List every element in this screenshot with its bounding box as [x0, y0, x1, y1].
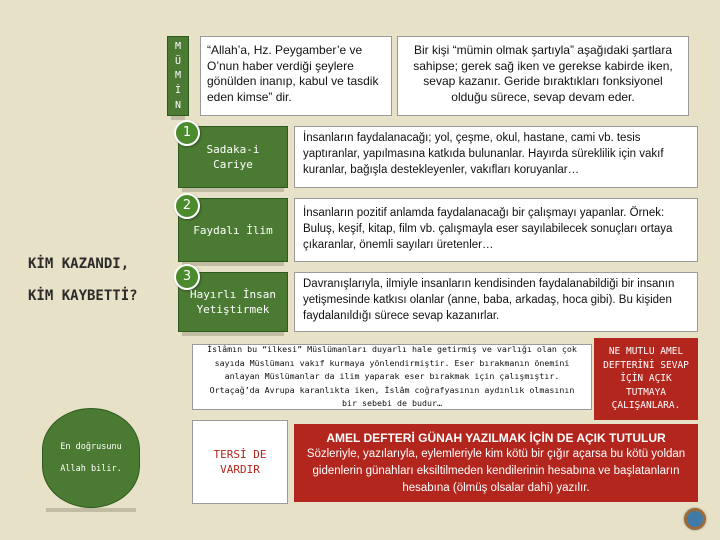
notebook-callout — [594, 338, 698, 420]
mumin-letter: İ — [174, 85, 182, 97]
item-1-number-badge: 1 — [174, 120, 200, 146]
item-3-description: Davranışlarıyla, ilmiyle insanların kendisinden faydalanabildiği bir insanın yetişmesinde katkısı olanlar (anne, baba, arkadaş, hoca gibi). Bu kişiden faydalanıldığı sürece sevap kazanırlar. — [294, 272, 698, 332]
mumin-letter: M — [174, 40, 182, 52]
reverse-box — [294, 424, 698, 502]
mumin-title-box — [167, 36, 189, 116]
reward-conditions: Bir kişi “mümin olmak şartıyla” aşağıdaki şartlara sahipse; gerek sağ iken ve gerekse kabirde iken, sevap kazanır. Geride bıraktıkları fonksiyonel olduğu sürece, sevap devam eder. — [397, 36, 689, 116]
history-note-text: İslâmın bu “ilkesi” Müslümanları duyarlı hale getirmiş ve varlığı olan çok sayıda Müslümanı vakıf kurmaya yönlendirmiştir. Eser bırakmanın önemini anlayan Müslümanlar da ilim yaparak eser bırakmak için çalışmıştır. Ortaçağ’da Avrupa karanlıkta iken, İslâm coğrafyasının aydınlık olmasının bir sebebi de budur… — [207, 344, 577, 409]
emblem-icon — [684, 508, 706, 530]
history-note — [192, 344, 592, 410]
closing-note-box — [42, 408, 140, 508]
item-3-title: Hayırlı İnsan Yetiştirmek — [189, 288, 277, 316]
mumin-letter: Ü — [174, 55, 182, 67]
mumin-letter: N — [174, 100, 182, 112]
side-title — [28, 248, 168, 312]
reverse-label: TERSİ DE VARDIR — [213, 448, 267, 476]
closing-note: En doğrusunu Allah bilir. — [60, 442, 122, 474]
mumin-definition: “Allah’a, Hz. Peygamber’e ve O’nun haber verdiği şeylere gönülden inanıp, kabul ve tasdik eden kimse” dir. — [200, 36, 392, 116]
reverse-label-box — [192, 420, 288, 504]
item-2-number-badge: 2 — [174, 193, 200, 219]
item-1-title: Sadaka-i Cariye — [206, 143, 260, 171]
item-2-description: İnsanların pozitif anlamda faydalanacağı bir çalışmayı yapanlar. Örnek: Buluş, keşif, kitap, film vb. çalışmayla eser sayılabilecek sonuçları ortaya çıkaranlar, önemli sayıları üretenler… — [294, 198, 698, 262]
reverse-text: Sözleriyle, yazılarıyla, eylemleriyle kim kötü bir çığır açarsa bu kötü yoldan gidenlerin günahları eksiltilmeden kendilerinin hesabına ve başlatanların hesabına (ölmüş olsalar dahi) yazılır. — [306, 448, 686, 494]
item-3-number-badge: 3 — [174, 264, 200, 290]
mumin-letter: M — [174, 70, 182, 82]
notebook-callout-text: NE MUTLU AMEL DEFTERİNİ SEVAP İÇİN AÇIK TUTMAYA ÇALIŞANLARA. — [603, 346, 689, 412]
reverse-heading: AMEL DEFTERİ GÜNAH YAZILMAK İÇİN DE AÇIK TUTULUR — [326, 431, 666, 445]
side-title-line-1: KİM KAZANDI, — [28, 256, 130, 272]
item-1-description: İnsanların faydalanacağı; yol, çeşme, okul, hastane, cami vb. tesis yaptıranlar, yapılmasına katkıda bulunanlar. Hayırda süreklilik için vakıf kuranlar, bağışla destekleyenler, vakıfları koruyanlar… — [294, 126, 698, 188]
side-title-line-2: KİM KAYBETTİ? — [28, 288, 138, 304]
item-2-title: Faydalı İlim — [193, 223, 273, 237]
